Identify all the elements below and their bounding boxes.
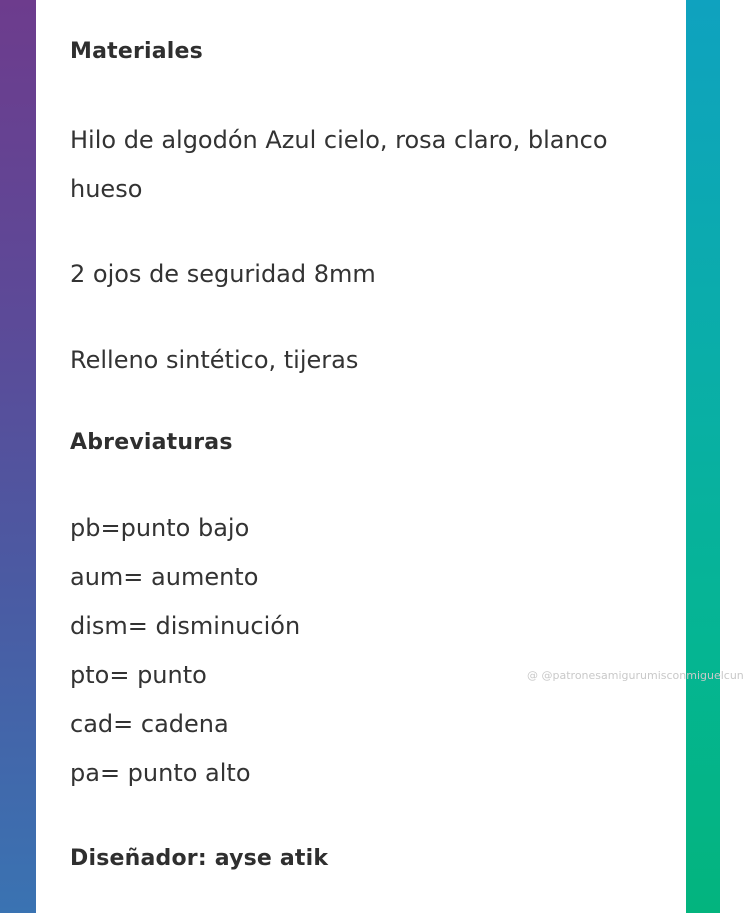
abbreviation-item: cad= cadena — [70, 710, 229, 738]
abbreviation-item: pto= punto — [70, 661, 207, 689]
abbreviation-item: pa= punto alto — [70, 759, 251, 787]
eyes-text: 2 ojos de seguridad 8mm — [70, 260, 376, 288]
watermark — [527, 669, 744, 682]
right-gradient-border — [686, 0, 720, 913]
abbreviation-item: dism= disminución — [70, 612, 301, 640]
stuffing-text: Relleno sintético, tijeras — [70, 346, 359, 374]
designer-credit: Diseñador: ayse atik — [70, 846, 329, 871]
pattern-card — [36, 0, 686, 913]
abbreviations-heading: Abreviaturas — [70, 430, 233, 455]
abbreviation-item: pb=punto bajo — [70, 514, 250, 542]
watermark-text: @ @patronesamigurumisconmiguelcun — [527, 669, 744, 682]
materials-heading: Materiales — [70, 39, 203, 64]
abbreviation-item: aum= aumento — [70, 563, 259, 591]
yarn-text: Hilo de algodón Azul cielo, rosa claro, blanco hueso — [70, 126, 608, 203]
left-gradient-border — [0, 0, 36, 913]
